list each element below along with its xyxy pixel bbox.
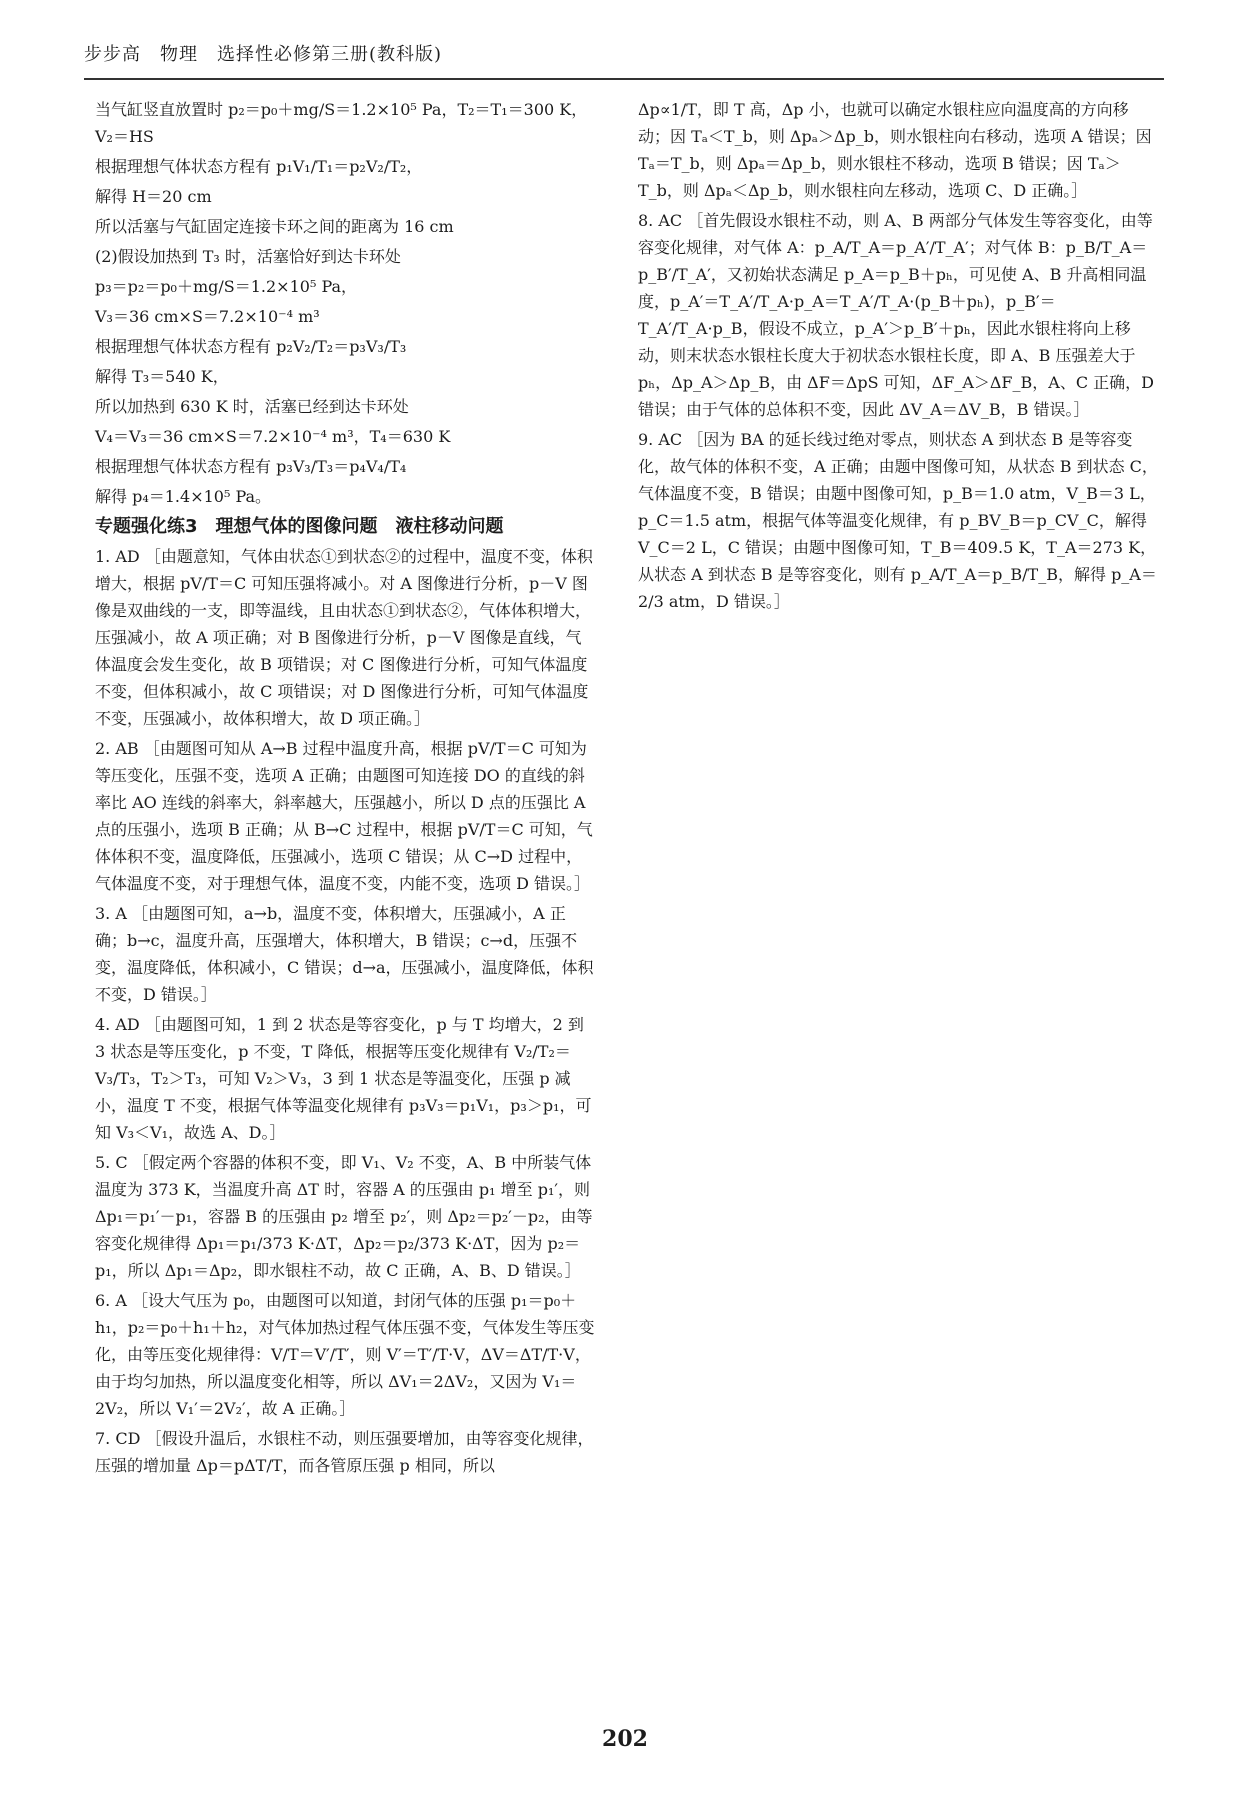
text-line: 解得 p₄＝1.4×10⁵ Pa。 (95, 487, 272, 506)
text-line: 解得 H＝20 cm (95, 187, 212, 206)
answer-7-continued: Δp∝1/T，即 T 高，Δp 小，也就可以确定水银柱应向温度高的方向移动；因 Tₐ＜T_b，则 Δpₐ＞Δp_b，则水银柱向右移动，选项 A 错误；因 Tₐ＝T_b，则 Δpₐ＝Δp_b，则水银柱不移动，选项 B 错误；因 Tₐ＞T_b，则 Δpₐ＜Δp_b，则水银柱向左移动，选项 C、D 正确。］ (638, 100, 1152, 200)
header-rule (84, 78, 1164, 80)
answer-3: 3. A ［由题图可知，a→b，温度不变，体积增大，压强减小，A 正确；b→c，温度升高，压强增大，体积增大，B 错误；c→d，压强不变，温度降低，体积减小，C 错误；d→a，压强减小，温度降低，体积不变，D 错误。］ (95, 904, 594, 1004)
answer-9: 9. AC ［因为 BA 的延长线过绝对零点，则状态 A 到状态 B 是等容变化，故气体的体积不变，A 正确；由题中图像可知，从状态 B 到状态 C，气体温度不变，B 错误；由题中图像可知，p_B＝1.0 atm，V_B＝3 L，p_C＝1.5 atm，根据气体等温变化规律，有 p_BV_B＝p_CV_C，解得 V_C＝2 L，C 错误；由题中图像可知，T_B＝409.5 K，T_A＝273 K，从状态 A 到状态 B 是等容变化，则有 p_A/T_A＝p_B/T_B，解得 p_A＝2/3 atm，D 错误。］ (638, 430, 1158, 611)
answer-6: 6. A ［设大气压为 p₀，由题图可以知道，封闭气体的压强 p₁＝p₀＋h₁，p₂＝p₀＋h₁＋h₂，对气体加热过程气体压强不变，气体发生等压变化，由等压变化规律得：V/T＝V′/T′，则 V′＝T′/T·V，ΔV＝ΔT/T·V，由于均匀加热，所以温度变化相等，所以 ΔV₁＝2ΔV₂，又因为 V₁＝2V₂，所以 V₁′＝2V₂′，故 A 正确。］ (95, 1291, 595, 1418)
running-header: 步步高 物理 选择性必修第三册(教科版) (84, 44, 443, 65)
section-heading: 专题强化练3 理想气体的图像问题 液柱移动问题 (95, 516, 504, 537)
page-number: 202 (602, 1726, 648, 1752)
text-line: 解得 T₃＝540 K， (95, 367, 229, 386)
answer-2: 2. AB ［由题图可知从 A→B 过程中温度升高，根据 pV/T＝C 可知为等压变化，压强不变，选项 A 正确；由题图可知连接 DO 的直线的斜率比 AO 连线的斜率大，斜率越大，压强越小，所以 D 点的压强比 A 点的压强小，选项 B 正确；从 B→C 过程中，根据 pV/T＝C 可知，气体体积不变，温度降低，压强减小，选项 C 错误；从 C→D 过程中，气体温度不变，对于理想气体，温度不变，内能不变，选项 D 错误。］ (95, 739, 593, 893)
text-line: V₄＝V₃＝36 cm×S＝7.2×10⁻⁴ m³，T₄＝630 K (95, 427, 451, 446)
text-line: 所以活塞与气缸固定连接卡环之间的距离为 16 cm (95, 217, 454, 236)
text-line: 根据理想气体状态方程有 p₂V₂/T₂＝p₃V₃/T₃ (95, 337, 407, 356)
text-line: V₃＝36 cm×S＝7.2×10⁻⁴ m³ (95, 307, 320, 326)
text-line: (2)假设加热到 T₃ 时，活塞恰好到达卡环处 (95, 247, 401, 266)
text-line: 当气缸竖直放置时 p₂＝p₀＋mg/S＝1.2×10⁵ Pa，T₂＝T₁＝300 K，V₂＝HS (95, 100, 588, 146)
text-line: p₃＝p₂＝p₀＋mg/S＝1.2×10⁵ Pa， (95, 277, 358, 296)
answer-1: 1. AD ［由题意知，气体由状态①到状态②的过程中，温度不变，体积增大，根据 pV/T＝C 可知压强将减小。对 A 图像进行分析，p－V 图像是双曲线的一支，即等温线，且由状态①到状态②，气体体积增大，压强减小，故 A 项正确；对 B 图像进行分析，p－V 图像是直线，气体温度会发生变化，故 B 项错误；对 C 图像进行分析，可知气体温度不变，但体积减小，故 C 项错误；对 D 图像进行分析，可知气体温度不变，压强减小，故体积增大，故 D 项正确。］ (95, 547, 593, 728)
answer-8: 8. AC ［首先假设水银柱不动，则 A、B 两部分气体发生等容变化，由等容变化规律，对气体 A：p_A/T_A＝p_A′/T_A′；对气体 B：p_B/T_A＝p_B′/T_A′，又初始状态满足 p_A＝p_B＋pₕ，可见使 A、B 升高相同温度，p_A′＝T_A′/T_A·p_A＝T_A′/T_A·(p_B＋pₕ)，p_B′＝T_A′/T_A·p_B，假设不成立，p_A′＞p_B′＋pₕ，因此水银柱将向上移动，则末状态水银柱长度大于初状态水银柱长度，即 A、B 压强差大于 pₕ，Δp_A＞Δp_B，由 ΔF＝ΔpS 可知，ΔF_A＞ΔF_B，A、C 正确，D 错误；由于气体的总体积不变，因此 ΔV_A＝ΔV_B，B 错误。］ (638, 211, 1154, 419)
text-line: 所以加热到 630 K 时，活塞已经到达卡环处 (95, 397, 409, 416)
text-line: 根据理想气体状态方程有 p₁V₁/T₁＝p₂V₂/T₂， (95, 157, 423, 176)
left-column (95, 96, 595, 1482)
text-line: 根据理想气体状态方程有 p₃V₃/T₃＝p₄V₄/T₄ (95, 457, 407, 476)
answer-7: 7. CD ［假设升温后，水银柱不动，则压强要增加，由等容变化规律，压强的增加量 Δp＝pΔT/T，而各管原压强 p 相同，所以 (95, 1429, 594, 1475)
answer-5: 5. C ［假定两个容器的体积不变，即 V₁、V₂ 不变，A、B 中所装气体温度为 373 K，当温度升高 ΔT 时，容器 A 的压强由 p₁ 增至 p₁′，则 Δp₁＝p₁′－p₁，容器 B 的压强由 p₂ 增至 p₂′，则 Δp₂＝p₂′－p₂，由等容变化规律得 Δp₁＝p₁/373 K·ΔT，Δp₂＝p₂/373 K·ΔT，因为 p₂＝p₁，所以 Δp₁＝Δp₂，即水银柱不动，故 C 正确，A、B、D 错误。］ (95, 1153, 593, 1280)
answer-4: 4. AD ［由题图可知，1 到 2 状态是等容变化，p 与 T 均增大，2 到 3 状态是等压变化，p 不变，T 降低，根据等压变化规律有 V₂/T₂＝V₃/T₃，T₂＞T₃，可知 V₂＞V₃，3 到 1 状态是等温变化，压强 p 减小，温度 T 不变，根据气体等温变化规律有 p₃V₃＝p₁V₁，p₃＞p₁，可知 V₃＜V₁，故选 A、D。］ (95, 1015, 592, 1142)
right-column (638, 96, 1158, 618)
